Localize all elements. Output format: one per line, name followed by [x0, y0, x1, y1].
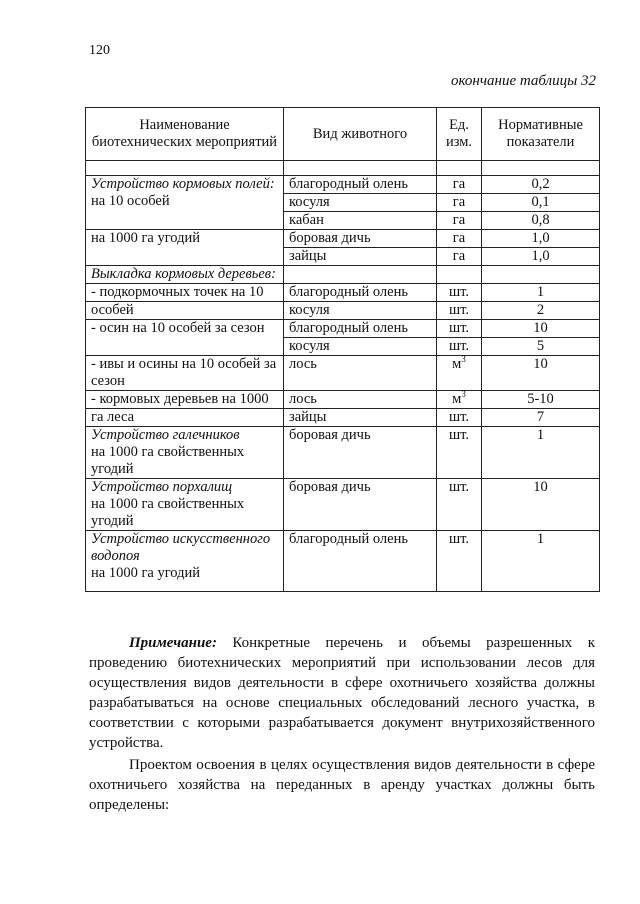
header-norm: Нормативные показатели	[482, 108, 600, 161]
norm-cell: 10	[482, 356, 600, 391]
unit-cell: га	[437, 194, 482, 212]
activity-cell	[86, 356, 284, 391]
header-activity: Наименование биотехнических мероприятий	[86, 108, 284, 161]
norm-cell: 1	[482, 284, 600, 302]
animal-cell: лось	[284, 356, 437, 391]
activity-line: на 1000 га свойственных	[91, 496, 245, 512]
section-title: Устройство порхалищ	[91, 479, 233, 495]
animal-cell: зайцы	[284, 409, 437, 427]
activity-line: - ивы и осины на 10 особей за	[91, 356, 277, 372]
activity-cell: особей	[86, 302, 284, 320]
activity-cell: - осин на 10 особей за сезон	[86, 320, 284, 356]
animal-cell: благородный олень	[284, 176, 437, 194]
section-subtitle: на 10 особей	[91, 193, 170, 209]
animal-cell: боровая дичь	[284, 479, 437, 531]
activity-cell: на 1000 га угодий	[86, 230, 284, 266]
section-title: водопоя	[91, 548, 140, 564]
animal-cell: благородный олень	[284, 320, 437, 338]
animal-cell: лось	[284, 391, 437, 409]
norm-cell: 7	[482, 409, 600, 427]
table-row	[86, 284, 600, 302]
norm-cell: 1	[482, 427, 600, 479]
spacer-row	[86, 161, 600, 176]
table-caption: окончание таблицы 32	[450, 73, 596, 89]
unit-cell: шт.	[437, 320, 482, 338]
section-title: Устройство кормовых полей:	[91, 176, 275, 192]
activity-line: угодий	[91, 513, 134, 529]
norm-cell: 10	[482, 479, 600, 531]
header-unit: Ед. изм.	[437, 108, 482, 161]
norm-cell: 1,0	[482, 230, 600, 248]
section-title: Выкладка кормовых деревьев:	[86, 266, 284, 284]
activity-line: на 1000 га угодий	[91, 565, 201, 581]
norm-cell: 5	[482, 338, 600, 356]
unit-cell: шт.	[437, 409, 482, 427]
table-row	[86, 409, 600, 427]
activity-cell: - подкормочных точек на 10	[86, 284, 284, 302]
section-title: Устройство искусственного	[91, 531, 271, 547]
unit-cell: га	[437, 212, 482, 230]
animal-cell: косуля	[284, 338, 437, 356]
activity-line: на 1000 га свойственных	[91, 444, 245, 460]
norm-cell: 5-10	[482, 391, 600, 409]
activity-line: сезон	[91, 373, 125, 389]
note-label: Примечание:	[129, 635, 217, 651]
animal-cell: благородный олень	[284, 284, 437, 302]
unit-superscript: 3	[461, 389, 466, 400]
unit-base: м	[452, 356, 462, 372]
activity-cell	[86, 427, 284, 479]
animal-cell: боровая дичь	[284, 427, 437, 479]
table-row	[86, 427, 600, 479]
activity-cell	[86, 479, 284, 531]
norm-cell: 0,8	[482, 212, 600, 230]
table-row	[86, 356, 600, 391]
norm-cell: 1,0	[482, 248, 600, 266]
page-number: 120	[89, 43, 110, 58]
norm-cell: 0,1	[482, 194, 600, 212]
animal-cell: косуля	[284, 194, 437, 212]
section-title: Устройство галечников	[91, 427, 240, 443]
unit-cell: шт.	[437, 338, 482, 356]
activity-cell	[86, 531, 284, 592]
activity-cell: - кормовых деревьев на 1000	[86, 391, 284, 409]
table-row	[86, 176, 600, 194]
unit-cell: га	[437, 248, 482, 266]
animal-cell: боровая дичь	[284, 230, 437, 248]
unit-base: м	[452, 391, 462, 407]
note-paragraph	[89, 633, 595, 753]
norms-table	[85, 107, 600, 592]
norm-cell: 0,2	[482, 176, 600, 194]
table-row	[86, 479, 600, 531]
note-text: Конкретные перечень и объемы разрешенных к проведению биотехнических мероприятий при использовании лесов для осуществления видов деятельности в сфере охотничьего хозяйства должны разрабатываться на основе специальных обследований лесного участка, в соответствии с которыми разрабатывается документ внутрихозяйственного устройства.	[89, 635, 595, 751]
norm-cell: 1	[482, 531, 600, 592]
unit-cell: га	[437, 230, 482, 248]
unit-cell: га	[437, 176, 482, 194]
table-row	[86, 531, 600, 592]
animal-cell: косуля	[284, 302, 437, 320]
unit-cell: шт.	[437, 427, 482, 479]
unit-cell	[437, 356, 482, 391]
body-paragraph: Проектом освоения в целях осуществления видов деятельности в сфере охотничьего хозяйства на переданных в аренду участках должны быть определены:	[89, 757, 595, 813]
unit-cell	[437, 391, 482, 409]
animal-cell: кабан	[284, 212, 437, 230]
table-header-row	[86, 108, 600, 161]
table-row	[86, 230, 600, 248]
header-animal: Вид животного	[284, 108, 437, 161]
unit-cell: шт.	[437, 531, 482, 592]
animal-cell: благородный олень	[284, 531, 437, 592]
norm-cell: 2	[482, 302, 600, 320]
animal-cell: зайцы	[284, 248, 437, 266]
unit-superscript: 3	[461, 354, 466, 365]
unit-cell: шт.	[437, 284, 482, 302]
table-row	[86, 302, 600, 320]
unit-cell: шт.	[437, 302, 482, 320]
activity-cell: га леса	[86, 409, 284, 427]
activity-cell	[86, 176, 284, 230]
table-row	[86, 391, 600, 409]
unit-cell: шт.	[437, 479, 482, 531]
table-row	[86, 266, 600, 284]
table-row	[86, 320, 600, 338]
norm-cell: 10	[482, 320, 600, 338]
activity-line: угодий	[91, 461, 134, 477]
